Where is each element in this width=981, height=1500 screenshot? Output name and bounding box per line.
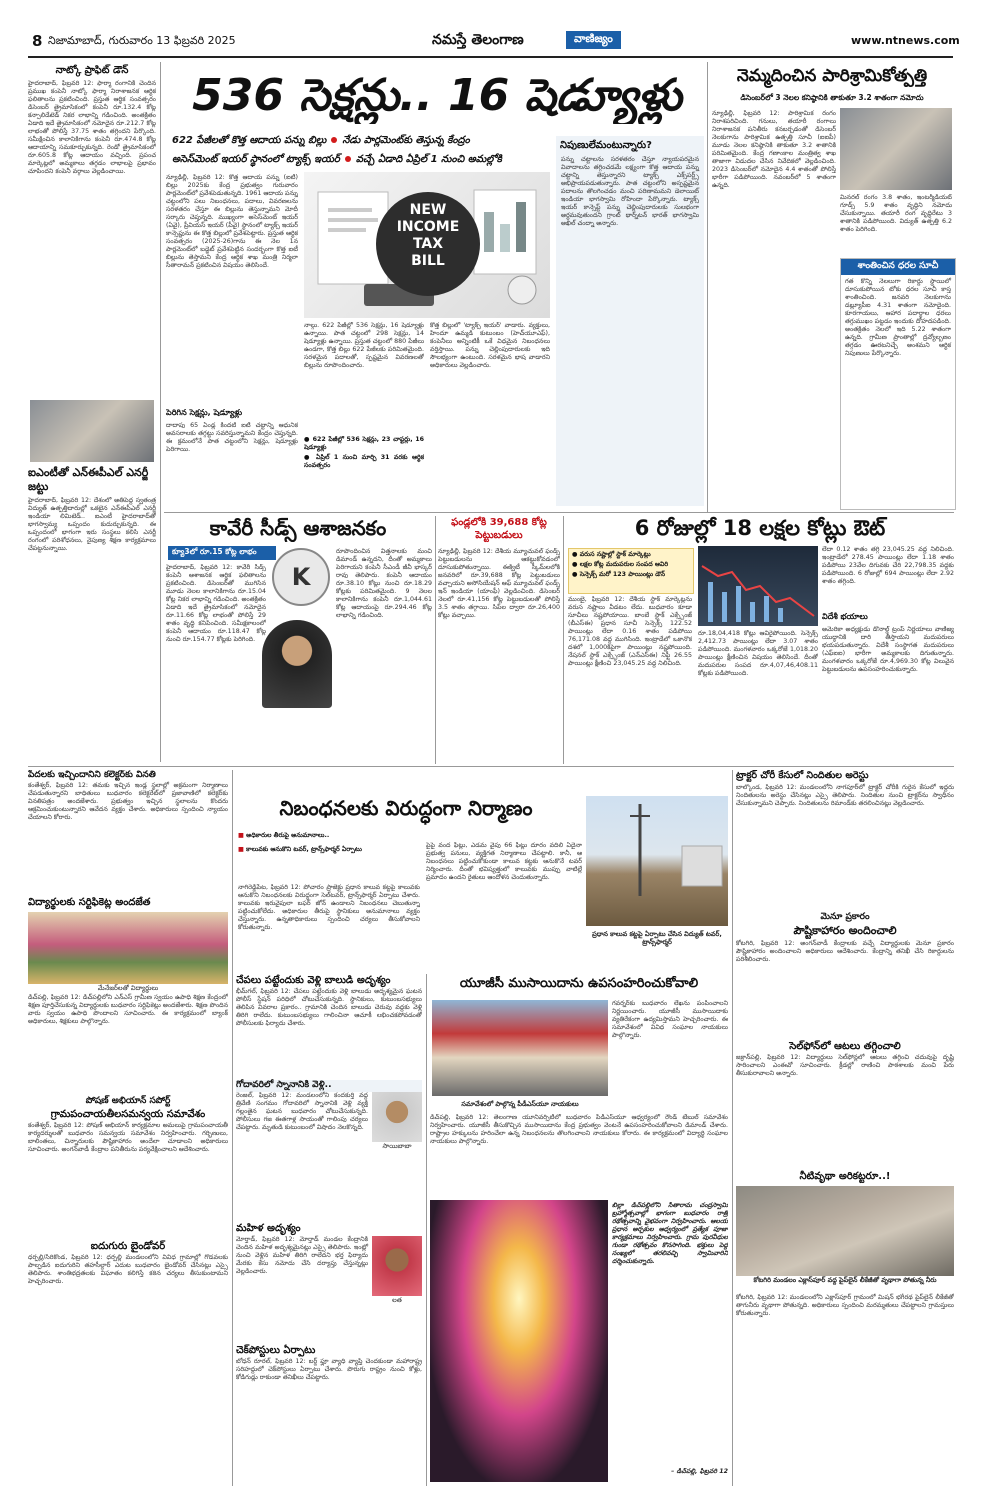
tax-bill-line: INCOME — [396, 219, 460, 235]
iip-col2: మినరల్ రంగం 3.8 శాతం, ఇంటర్మీడియట్ గూడ్స్ 5.9 శాతం వృద్ధిని నమోదు చేసుకున్నాయి. తయారీ రంగ వృద్ధిరేటు 3 శాతానికి పడిపోయింది. విద్యుత్ ఉత్పత్తి 6.2 శాతం పెరిగింది. — [840, 194, 952, 233]
section-tag: వాణిజ్యం — [566, 31, 621, 49]
construction-caption: ప్రధాన కాలువ కట్టపై ఏర్పాటు చేసిన విద్యుత్ టవర్, ట్రాన్స్‌ఫార్మర్ — [592, 930, 722, 946]
col-rule-2 — [707, 62, 708, 512]
tower-illustration — [586, 796, 728, 926]
market-col3: లేదా 0.12 శాతం తగ్గి 23,045.25 వద్ద నిలిచింది. ఇంట్రాడేలో 278.45 పాయింట్లు లేదా 1.18 శాతం పడిపోయి 23వేల దిగువకు చేరి 22,798.35 వద్దకు పడిపోయింది. 6 రోజుల్లో 694 పాయింట్లు లేదా 2.92 శాతం తగ్గింది. — [822, 546, 954, 585]
story-nepl-body: హైదరాబాద్, ఫిబ్రవరి 12: దేశంలో అతిపెద్ద స్వతంత్ర విద్యుత్ ఉత్పత్తిదారుల్లో ఒకటైన ఎన్‌ఈపీఎల్ ఎనర్జీ ఇండియా లిమిటెడ్.. ఐఎంటీ హైదరాబాద్‌తో భాగస్వామ్య ఒప్పందం కుదుర్చుకున్నది. ఈ ఒప్పందంలో భాగంగా ఇరు సంస్థలు కలిసి ఎనర్జీ రంగంలో పరిశోధనలు, నైపుణ్య శిక్షణ కార్యక్రమాలు చేపట్టనున్నాయి. — [28, 497, 156, 552]
story-nepl — [28, 466, 156, 766]
kaveri-bar: క్యూ3లో రూ.15 కోట్ల లాభం — [168, 546, 276, 560]
lr-body-4: కోటగిరి, ఫిబ్రవరి 12: మండలంలోని ఎక్లాస్‌పూర్ గ్రామంలో మిషన్ భగీరథ పైప్‌లైన్ లీకేజీతో తాగునీరు వృథాగా పోతున్నది. అధికారులు స్పందించి మరమ్మతులు చేపట్టాలని గ్రామస్తులు కోరుతున్నారు. — [736, 1294, 954, 1317]
photo-saibaba — [372, 1092, 422, 1142]
construction-headline: నిబంధనలకు విరుద్ధంగా నిర్మాణం — [279, 796, 533, 820]
market-bullet: ● సెన్సెక్స్ మరో 123 పాయింట్లు డౌన్ — [572, 571, 665, 578]
ll-body-1: కంతేశ్వర్, ఫిబ్రవరి 12: తమకు ఇచ్చిన ఇండ్ల స్థలాల్లో అక్రమంగా నిర్మాణాలు చేపడుతున్నారని బాధితులు బుధవారం కలెక్టరేట్‌లో ప్రజావాణిలో కలెక్టర్‌కు వినతిపత్రం అందజేశారు. ప్రభుత్వం ఇచ్చిన స్థలాలను కొందరు ఆక్రమించుకుంటున్నారని ఆవేదన వ్యక్తం చేశారు. అధికారులు స్పందించి న్యాయం చేయాలని కోరారు. — [28, 782, 228, 821]
construction-body2: పైపై వంద ఫీట్లు, ఎడమ వైపు 66 ఫీట్లు దూరం వదిలి ఏదైనా ప్రభుత్వ పనులు, వ్యక్తిగత నిర్మాణాలు చేపట్టాలి. కానీ, ఆ నిబంధనలు పట్టించుకోకుండా కాలువ కట్టకు ఆనుకొనే టవర్ నిర్మించారు. దీంతో భవిష్యత్తులో కాలువకు ముప్పు వాటిల్లే ప్రమాదం ఉందని రైతులు ఆందోళన చెందుతున్నారు. — [426, 842, 582, 881]
market-bullet-text: వరుస నష్టాల్లో స్టాక్ మార్కెట్లు — [579, 551, 651, 558]
lr-caption-4: కోటగిరి మండలం ఎక్లాస్‌పూర్ వద్ద పైప్‌లైన్ లీకేజీతో వృథాగా పోతున్న నీరు — [753, 1276, 937, 1284]
lr-title-2a: మెనూ ప్రకారం — [820, 912, 870, 922]
lm-row-3 — [236, 1236, 422, 1340]
wpi-box-body: గత కొన్ని నెలలుగా రికార్డు స్థాయిలో దూసుకుపోయిన టోకు ధరల సూచీ కాస్త శాంతించింది. జనవరి నెలకుగాను డబ్ల్యూపీఐ 4.31 శాతంగా నమోదైంది. కూరగాయలు, ఆహార పదార్థాల ధరలు తగ్గుముఖం పట్టడం ఇందుకు దోహదపడింది. అంతక్రితం నెలలో ఇది 5.22 శాతంగా ఉన్నది. గ్రామీణ ప్రాంతాల్లో ద్రవ్యోల్బణం తగ్గడం ఊరటనిచ్చే అంశమని ఆర్థిక నిపుణులు పేర్కొన్నారు. — [845, 278, 951, 357]
photo-tower-transformer — [586, 796, 728, 926]
construction-bullet: ■ కాలువకు ఆనుకొని టవర్, ట్రాన్స్‌ఫార్మర్ ఏర్పాటు — [238, 846, 362, 853]
lr-title-2b: పౌష్టికాహారం అందించాలి — [793, 924, 897, 937]
ll-body-3: కంతేశ్వర్, ఫిబ్రవరి 12: పోషణ్ అభియాన్ కార్యక్రమాల అమలుపై గ్రామపంచాయతీ కార్యదర్శులతో బుధవారం సమన్వయ సమావేశం నిర్వహించారు. గర్భిణులు, బాలింతలు, చిన్నారులకు పౌష్టికాహారం అందేలా చూడాలని అధికారులు సూచించారు. అంగన్‌వాడీ కేంద్రాల పనితీరును పర్యవేక్షించాలని ఆదేశించారు. — [28, 1122, 228, 1153]
lm-title-4: చెక్‌పోస్టులు ఏర్పాటు — [236, 1345, 316, 1356]
col-rule-1 — [160, 62, 161, 762]
construction-bullet-text: కాలువకు ఆనుకొని టవర్, ట్రాన్స్‌ఫార్మర్ ఏర్పాటు — [246, 846, 362, 853]
market-headline: 6 రోజుల్లో 18 లక్షల కోట్లు ఔట్ — [634, 516, 886, 540]
lm-body-2: రెంజల్, ఫిబ్రవరి 12: మండలంలోని కందకుర్తి వద్ద త్రివేణి సంగమం గోదావరిలో స్నానానికి వెళ్లి వ్యక్తి గల్లంతైన ఘటన బుధవారం చోటుచేసుకున్నది. పోలీసులు గజ ఈతగాళ్ల సాయంతో గాలింపు చర్యలు చేపట్టారు. మృతుడి కుటుంబంలో విషాదం నెలకొన్నది. — [236, 1092, 368, 1131]
lower-mid — [236, 974, 422, 1484]
ll-body-4: ధర్పల్లి/సిరికొండ, ఫిబ్రవరి 12: ధర్పల్లి మండలంలోని వివిధ గ్రామాల్లో గొడవలకు పాల్పడిన ఐదుగురిని తహసీల్దార్ ఎదుట బుధవారం బైండోవర్ చేసినట్లు ఎస్సై తెలిపారు. శాంతిభద్రతలకు విఘాతం కలిగిస్తే కఠిన చర్యలు తీసుకుంటామని హెచ్చరించారు. — [28, 1254, 228, 1285]
bullet-dot — [331, 137, 337, 143]
lm-row-2 — [236, 1092, 422, 1218]
lead-kicker1b: నేడు పార్లమెంట్‌కు తెస్తున్న కేంద్రం — [342, 135, 470, 146]
funds-body: న్యూఢిల్లీ, ఫిబ్రవరి 12: దేశీయ మ్యూచువల్ ఫండ్స్ పెట్టుబడులను ఆకట్టుకోవడంలో దూసుకుపోతున్నాయి. ఈక్విటీ స్కీమ్‌లలోకి జనవరిలో రూ.39,688 కోట్ల పెట్టుబడులు వచ్చాయని అసోసియేషన్ ఆఫ్ మ్యూచువల్ ఫండ్స్ ఇన్ ఇండియా (యాంఫీ) వెల్లడించింది. డిసెంబర్ నెలలో రూ.41,156 కోట్ల పెట్టుబడులతో పోలిస్తే 3.5 శాతం తగ్గాయి. సిప్‌ల ద్వారా రూ.26,400 కోట్లు వచ్చాయి. — [438, 548, 560, 619]
lead-headline: 536 సెక్షన్లు.. 16 షెడ్యూళ్లు — [192, 70, 682, 121]
construction-bullet-text: అధికారుల తీరుపై అనుమానాలు.. — [246, 832, 330, 839]
lm-body-4: బోధన్ రూరల్, ఫిబ్రవరి 12: బర్డ్ ఫ్లూ వ్యాధి వ్యాప్తి చెందకుండా మహారాష్ట్ర సరిహద్దులో చెక్‌పోస్టులు ఏర్పాటు చేశారు. పొరుగు రాష్ట్రం నుంచి కోళ్లు, కోడిగుడ్లు రాకుండా తనిఖీలు చేపట్టారు. — [236, 1358, 422, 1381]
lr-title-1: ట్రాక్టర్ చోరీ కేసులో నిందితుల అరెస్టు — [736, 770, 869, 781]
festival-credit: – డిచ్‌పల్లి, ఫిబ్రవరి 12 — [671, 1468, 728, 1475]
masthead-rule — [28, 56, 953, 58]
construction-body: నాగిరెడ్డిపేట, ఫిబ్రవరి 12: పోచారం ప్రాజెక్టు ప్రధాన కాలువ కట్టపై కాలువకు ఆనుకొని నిబంధనలకు విరుద్ధంగా సెల్‌టవర్, ట్రాన్స్‌ఫార్మర్ ఏర్పాటు చేశారు. కాలువకు ఇరువైపులా బఫర్ జోన్ ఉండాలని నిబంధనలు చెబుతున్నా పట్టించుకోలేదు. అధికారుల తీరుపై స్థానికులు అనుమానాలు వ్యక్తం చేస్తున్నారు. ఉన్నతాధికారులు స్పందించి చర్యలు తీసుకోవాలని కోరుతున్నారు. — [238, 884, 420, 931]
kaveri-col1: హైదరాబాద్, ఫిబ్రవరి 12: కావేరీ సీడ్స్ కంపెనీ ఆశాజనక ఆర్థిక ఫలితాలను ప్రకటించింది. డిసెంబర్‌తో ముగిసిన మూడు నెలల కాలానికిగాను రూ.15.04 కోట్ల నికర లాభాన్ని గడించింది. అంతక్రితం ఏడాది ఇదే త్రైమాసికంలో నమోదైన రూ.11.66 కోట్ల లాభంతో పోలిస్తే 29 శాతం వృద్ధి కనిపించింది. సమీక్షకాలంలో కంపెనీ ఆదాయం రూ.118.47 కోట్ల నుంచి రూ.154.77 కోట్లకు పెరిగింది. — [166, 564, 266, 643]
ll-title-1: పేదలకు ఇచ్చిందానిని కలెక్టర్‌కు వినతి — [28, 770, 156, 780]
stock-chart-icon — [698, 546, 818, 626]
lm-title-3: మహిళ అదృశ్యం — [236, 1223, 301, 1234]
ugc-body2: గవర్నర్‌కు బుధవారం లేఖను పంపించాలని నిర్ణయించారు. యూజీసీ ముసాయిదాకు వ్యతిరేకంగా ఉద్యమిస్తామని హెచ్చరించారు. ఈ సమావేశంలో వివిధ సంఘాల నాయకులు పాల్గొన్నారు. — [612, 1000, 728, 1039]
col-rule-3 — [435, 516, 436, 764]
market-box-body: అమెరికా అధ్యక్షుడు డొనాల్డ్ ట్రంప్ నిర్ణయాలు వాణిజ్య యుద్ధానికి దారి తీస్తాయని మదుపరులు భయపడుతున్నారు. విదేశీ సంస్థాగత మదుపరులు (ఎఫ్ఐఐ) భారీగా అమ్మకాలకు దిగుతున్నారు. మంగళవారం ఒక్కరోజే రూ.4,969.30 కోట్ల విలువైన పెట్టుబడులను ఉపసంహరించుకున్నారు. — [822, 626, 954, 673]
story-nepl-title: ఐఎంటీతో ఎన్‌ఈపీఎల్ ఎనర్జీ జట్టు — [28, 466, 149, 493]
paper-name: నమస్తే తెలంగాణ — [432, 32, 524, 48]
lead-subhead: పెరిగిన సెక్షన్లు, షెడ్యూళ్లు — [166, 408, 243, 417]
lm-title-1: చేపలు పట్టేందుకు వెళ్లి బాలుడి అదృశ్యం — [236, 975, 391, 986]
wpi-box-title: శాంతించిన ధరల సూచీ — [841, 259, 955, 275]
photo-water-leak — [736, 1186, 954, 1276]
lm-title-2: గోదావరిలో స్నానానికి వెళ్లి.. — [236, 1080, 422, 1092]
market-col2: రూ.18,04,418 కోట్లు ఆవిరైపోయింది. సెన్సెక్స్ 2,412.73 పాయింట్లు లేదా 3.07 శాతం పడిపోయింది. మంగళవారం ఒక్కరోజే 1,018.20 పాయింట్లు క్షీణించిన విషయం తెలిసిందే. దీంతో మదుపరుల సంపద రూ.4,07,46,408.11 కోట్లకు పడిపోయింది. — [698, 630, 818, 677]
ugc-body: డిచ్‌పల్లి, ఫిబ్రవరి 12: తెలంగాణ యూనివర్సిటీలో బుధవారం పీడీఎస్‌యూ ఆధ్వర్యంలో రౌండ్ టేబుల్ సమావేశం నిర్వహించారు. యూజీసీ తీసుకొచ్చిన ముసాయిదాను కేంద్ర ప్రభుత్వం వెంటనే ఉపసంహరించుకోవాలని డిమాండ్ చేశారు. రాష్ట్రాల హక్కులను హరించేలా ఉన్న నిబంధనలను తొలగించాలని నాయకులు కోరారు. ఈ కార్యక్రమంలో విద్యార్థి సంఘాల నాయకులు పాల్గొన్నారు. — [430, 1114, 728, 1145]
bullet-dot — [345, 156, 351, 162]
col-rule-5 — [232, 770, 233, 1486]
ll-title-2: విద్యార్థులకు సర్టిఫికెట్ల అందజేత — [28, 897, 151, 908]
funds-headline: ఫండ్లలోకి 39,688 కోట్ల పెట్టుబడులు — [451, 517, 547, 541]
market-bullets — [568, 548, 694, 594]
market-bullet: ● వరుస నష్టాల్లో స్టాక్ మార్కెట్లు — [572, 551, 651, 558]
photo-pdsu-meeting — [432, 1000, 608, 1096]
lr-body-1: బాల్కొండ, ఫిబ్రవరి 12: మండలంలోని నాగపూర్‌లో ట్రాక్టర్ చోరీకి గురైన కేసులో ఇద్దరు నిందితులను అరెస్టు చేసినట్లు ఎస్సై తెలిపారు. నిందితుల నుంచి ట్రాక్టర్‌ను స్వాధీనం చేసుకున్నామని చెప్పారు. నిందితులను రిమాండ్‌కు తరలించినట్లు వెల్లడించారు. — [736, 784, 954, 807]
ll-title-3b: గ్రామపంచాయతీలసమన్వయ సమావేశం — [50, 1109, 206, 1120]
story-natco-title: నాట్కో ప్రాఫిట్ డౌన్ — [55, 65, 129, 76]
iip-subhead: డిసెంబర్‌లో 3 నెలల కనిష్ఠానికి తాకుతూ 3.2 శాతంగా నమోదు — [740, 93, 924, 102]
kaveri-col2: రూపొందించిన విత్తనాలకు మంచి డిమాండ్ ఉన్నదని, దీంతో అమ్మకాలు పెరిగాయని కంపెనీ సీఎండీ జీవీ భాస్కర్ రావు తెలిపారు. కంపెనీ ఆదాయం రూ.38.10 కోట్లు నుంచి రూ.18.29 కోట్లకు పరిమితమైంది. 9 నెలల కాలానికిగాను కంపెనీ రూ.1,044.61 కోట్ల ఆదాయంపై రూ.294.46 కోట్ల లాభాన్ని గడించింది. — [336, 548, 432, 619]
lead-col1b: దాదాపు 65 ఏండ్ల కిందటి ఐటీ చట్టాన్ని ఆధునిక అవసరాలకు తగ్గట్టు సవరిస్తున్నామని కేంద్రం చెప్తున్నది. ఈ క్రమంలోనే పాత చట్టంలోని సెక్షన్లు, షెడ్యూళ్లు పెరిగాయి. — [166, 422, 298, 453]
construction-bullets — [238, 832, 424, 878]
ll-body-2: డిచ్‌పల్లి, ఫిబ్రవరి 12: డిచ్‌పల్లిలోని ఎన్ఎస్ గ్రామీణ స్వయం ఉపాధి శిక్షణ కేంద్రంలో శిక్షణ పూర్తిచేసుకున్న విద్యార్థులకు బుధవారం సర్టిఫికెట్లు అందజేశారు. శిక్షణ పొందిన వారు స్వయం ఉపాధి పొందాలని సూచించారు. ఈ కార్యక్రమంలో బ్యాంక్ అధికారులు, శిక్షకులు పాల్గొన్నారు. — [28, 994, 228, 1025]
wpi-box — [840, 258, 956, 510]
col-rule-7 — [426, 974, 427, 1486]
lm-caption-3: లత — [392, 1296, 402, 1304]
story-natco — [28, 64, 156, 394]
ugc-caption: సమావేశంలో పాల్గొన్న పీడీఎస్‌యూ నాయకులు — [461, 1100, 579, 1108]
lead-kicker1a: 622 పేజీలతో కొత్త ఆదాయ పన్ను బిల్లు — [172, 135, 327, 146]
market-box-title: విదేశీ భయాలు — [822, 612, 868, 621]
market-col1: ముంబై, ఫిబ్రవరి 12: దేశీయ స్టాక్ మార్కెట్లను వరుస నష్టాలు వీడటం లేదు. బుధవారం కూడా సూచీలు నష్టపోయాయి. బాంబే స్టాక్ ఎక్స్చేంజ్ (బీఎస్‌ఈ) ప్రధాన సూచీ సెన్సెక్స్ 122.52 పాయింట్లు లేదా 0.16 శాతం పడిపోయి 76,171.08 వద్ద ముగిసింది. ఇంట్రాడేలో ఒకానొక దశలో 1,000కిపైగా పాయింట్లు నష్టపోయింది. నేషనల్ స్టాక్ ఎక్స్చేంజ్ (ఎన్‌ఎస్‌ఈ) నిఫ్టీ 26.55 పాయింట్లు క్షీణించి 23,045.25 వద్ద నిలిచింది. — [568, 596, 692, 667]
dateline: నిజామాబాద్, గురువారం 13 ఫిబ్రవరి 2025 — [48, 34, 236, 47]
photo-rathotsavam — [430, 1200, 608, 1482]
lead-point: ● ఏప్రిల్ 1 నుంచి మార్చి 31 వరకు ఆర్థిక సంవత్సరం — [304, 454, 424, 469]
lead-point-text: 622 పేజీల్లో 536 సెక్షన్లు, 23 చాప్టర్లు, 16 షెడ్యూళ్లు — [304, 436, 424, 451]
photo-students-certificates — [28, 912, 228, 984]
expert-sidebar-body: పన్ను చట్టాలను సరళతరం చేస్తూ న్యాయపరమైన వివాదాలను తగ్గించడమే లక్ష్యంగా కొత్త ఆదాయ పన్ను చట్టాన్ని తెస్తున్నారని ట్యాక్స్ ఎక్స్‌పర్ట్స్ అభిప్రాయపడుతున్నారు. పాత చట్టంలోని అస్పష్టమైన పదాలను తొలగించడం మంచి పరిణామమని డెలాయిట్ ఇండియా భాగస్వామి రోహిందా పేర్కొన్నారు. ట్యాక్స్ ఇయర్ కాన్సెప్ట్ పన్ను చెల్లింపుదారులకు సులభంగా అర్థమవుతుందని గ్రాంట్ థార్న్‌టన్ భారత్ భాగస్వామి అఖిల్ చంద్నా అన్నారు. — [561, 156, 699, 227]
section-rule-1 — [164, 512, 954, 513]
page-number: 8 — [32, 32, 43, 50]
lower-left — [28, 770, 228, 1480]
lr-title-3: సెల్‌ఫోన్‌లో ఆటలు తగ్గించాలి — [789, 1041, 901, 1052]
lower-right — [736, 770, 954, 1484]
ugc-headline: యూజీసీ ముసాయిదాను ఉపసంహరించుకోవాలి — [459, 976, 699, 991]
construction-bullet: ■ అధికారుల తీరుపై అనుమానాలు.. — [238, 832, 330, 839]
lm-caption-2: సాయిబాబా — [382, 1142, 412, 1150]
festival-body: బిల్లా డిచ్‌పల్లిలోని సీతారామ చంద్రస్వామి బ్రహ్మోత్సవాల్లో భాగంగా బుధవారం రాత్రి రథోత్సవాన్ని వైభవంగా నిర్వహించారు. ఆలయ ప్రధాన అర్చకుల ఆధ్వర్యంలో ప్రత్యేక పూజా కార్యక్రమాలు నిర్వహించారు. గ్రామ పురవీధుల గుండా రథోత్సవం కొనసాగింది. భక్తులు పెద్ద సంఖ్యలో తరలివచ్చి స్వామివారిని దర్శించుకున్నారు. — [612, 1202, 728, 1265]
section-rule-2 — [28, 766, 954, 767]
lead-col3: కొత్త బిల్లులో 'ట్యాక్స్ ఇయర్' వాడారు. వ్యక్తులు, హిందూ ఉమ్మడి కుటుంబం (హెచ్‌యూఎఫ్), కంపెనీలు అన్నింటికీ ఒకే విధమైన నిబంధనలు వర్తిస్తాయి. పన్ను చెల్లింపుదారులకు ఇది సౌలభ్యంగా ఉంటుంది. సరళమైన భాష వాడారని అధికారులు వెల్లడించారు. — [430, 322, 550, 369]
col-rule-6 — [732, 770, 733, 1486]
lm-photo-3-wrap — [372, 1236, 422, 1340]
tax-bill-graphic — [304, 172, 550, 318]
kaveri-headline: కావేరీ సీడ్స్ ఆశాజనకం — [209, 516, 387, 540]
expert-sidebar-title: నిపుణులేమంటున్నారు? — [560, 140, 652, 151]
expert-sidebar — [556, 136, 704, 506]
website: www.ntnews.com — [851, 34, 960, 47]
lead-point-text: ఏప్రిల్ 1 నుంచి మార్చి 31 వరకు ఆర్థిక సంవత్సరం — [304, 454, 424, 469]
market-bullet: ● లక్షల కోట్ల మదుపరుల సంపద ఆవిరి — [572, 561, 669, 568]
iip-col1: న్యూఢిల్లీ, ఫిబ్రవరి 12: పారిశ్రామిక రంగం నిరాశపరిచింది. గనులు, తయారీ రంగాలు నిరాశాజనక పనితీరు కనబర్చడంతో డిసెంబర్ నెలకుగాను పారిశ్రామిక ఉత్పత్తి సూచీ (ఐఐపీ) మూడు నెలల కనిష్ఠానికి తాకుతూ 3.2 శాతానికి పరిమితమైంది. కేంద్ర గణాంకాల మంత్రిత్వ శాఖ తాజాగా విడుదల చేసిన నివేదికలో వెల్లడించింది. 2023 డిసెంబర్‌లో నమోదైన 4.4 శాతంతో పోలిస్తే భారీగా పడిపోయింది. నవంబర్‌లో 5 శాతంగా ఉన్నది. — [712, 110, 836, 189]
tax-bill-badge-text — [376, 202, 480, 288]
story-natco-body: హైదరాబాద్, ఫిబ్రవరి 12: ఫార్మా రంగానికి చెందిన ప్రముఖ కంపెనీ నాట్కో ఫార్మా నిరాశాజనక ఆర్థిక ఫలితాలను ప్రకటించింది. ప్రస్తుత ఆర్థిక సంవత్సరం డిసెంబర్ త్రైమాసికంలో కంపెనీ రూ.132.4 కోట్ల కన్సాలిడేటెడ్ నికర లాభాన్ని గడించింది. అంతక్రితం ఏడాది ఇదే త్రైమాసికంలో నమోదైన రూ.212.7 కోట్ల లాభంతో పోలిస్తే 37.75 శాతం తగ్గిందని పేర్కొంది. సమీక్షించిన కాలానికిగాను కంపెనీ రూ.474.8 కోట్ల ఆదాయాన్ని సమకూర్చుకున్నది. రెండో త్రైమాసికంలో రూ.605.8 కోట్ల ఆదాయం వచ్చింది. ప్రపంచ మార్కెట్లలో అమ్మకాలు తగ్గడం లాభాలపై ప్రభావం చూపిందని కంపెనీ వర్గాలు వెల్లడించాయి. — [28, 80, 156, 175]
photo-energy-plant — [30, 400, 154, 462]
lr-body-2: కోటగిరి, ఫిబ్రవరి 12: అంగన్‌వాడీ కేంద్రాలకు వచ్చే విద్యార్థులకు మెనూ ప్రకారం పౌష్టికాహారం అందించాలని అధికారులు ఆదేశించారు. కేంద్రాన్ని తనిఖీ చేసి రికార్డులను పరిశీలించారు. — [736, 940, 954, 963]
photo-factory — [840, 108, 952, 190]
col-rule-4 — [563, 516, 564, 764]
photo-stock-chart — [698, 546, 818, 626]
iip-headline: నెమ్మదించిన పారిశ్రామికోత్పత్తి — [736, 66, 928, 86]
photo-kaveri-cmd — [262, 620, 332, 708]
lead-kicker2b: వచ్చే ఏడాది ఏప్రిల్ 1 నుంచి అమల్లోకి — [355, 154, 502, 165]
tax-bill-line: NEW — [409, 202, 447, 218]
tax-bill-line: BILL — [411, 253, 445, 269]
lead-kicker2a: అసెస్‌మెంట్ ఇయర్ స్థానంలో ట్యాక్స్ ఇయర్ — [172, 154, 340, 165]
lr-title-4: నీటివృథా అరికట్టరూ..! — [799, 1171, 891, 1182]
lr-body-3: జక్రాన్‌పల్లి, ఫిబ్రవరి 12: విద్యార్థులు సెల్‌ఫోన్లలో ఆటలు తగ్గించి చదువుపై దృష్టి సారించాలని ఎంఈవో సూచించారు. క్రీడల్లో రాణించి పాఠశాలకు మంచి పేరు తీసుకురావాలని అన్నారు. — [736, 1054, 954, 1077]
tax-bill-line: TAX — [412, 236, 444, 252]
lm-photo-2-wrap — [372, 1092, 422, 1218]
lead-points — [304, 436, 424, 506]
ll-title-3a: పోషణ్ అభియాన్ సపోర్ట్ — [85, 1096, 171, 1106]
lead-col1: న్యూఢిల్లీ, ఫిబ్రవరి 12: కొత్త ఆదాయ పన్ను (ఐటీ) బిల్లు 2025కు కేంద్ర ప్రభుత్వం గురువారం పార్లమెంట్‌లో ప్రవేశపెడుతున్నది. 1961 ఆదాయ పన్ను చట్టంలోని పలు నిబంధనలు, పదాలు, వివరణలను సరళతరం చేస్తూ ఈ బిల్లును తెస్తున్నామని మోదీ సర్కారు చెప్తున్నది. ముఖ్యంగా అసెస్‌మెంట్ ఇయర్ (ఏవై), ప్రీవియస్ ఇయర్ (పీవై) స్థానంలో ట్యాక్స్ ఇయర్ కాన్సెప్టును ఈ కొత్త బిల్లులో ప్రవేశపెట్టారు. ప్రస్తుత ఆర్థిక సంవత్సరం (2025-26)గాను ఈ నెల 1న పార్లమెంట్‌లో బడ్జెట్ ప్రవేశపెట్టిన సందర్భంగా కొత్త ఐటీ బిల్లును తెస్తామని కేంద్ర ఆర్థిక శాఖ మంత్రి నిర్మలా సీతారామన్ ప్రకటించిన విషయం తెలిసిందే. — [166, 174, 298, 269]
lead-point: ● 622 పేజీల్లో 536 సెక్షన్లు, 23 చాప్టర్లు, 16 షెడ్యూళ్లు — [304, 436, 424, 451]
ll-caption-2: మేనేజర్‌లతో విద్యార్థులు — [97, 984, 159, 992]
ll-title-4: ఐదుగురు బైండోవర్ — [90, 1241, 166, 1252]
lm-body-3: మోర్తాడ్, ఫిబ్రవరి 12: మోర్తాడ్ మండల కేంద్రానికి చెందిన మహిళ అదృశ్యమైనట్లు ఎస్సై తెలిపారు. ఇంట్లో నుంచి వెళ్లిన మహిళ తిరిగి రాలేదని భర్త ఫిర్యాదు మేరకు కేసు నమోదు చేసి దర్యాప్తు చేస్తున్నట్లు వెల్లడించారు. — [236, 1236, 368, 1275]
photo-latha — [372, 1236, 422, 1296]
lead-col2: నాల్గు. 622 పేజీల్లో 536 సెక్షన్లు, 16 షెడ్యూళ్లు ఉన్నాయి. పాత చట్టంలో 298 సెక్షన్లు, 14 షెడ్యూళ్లు ఉన్నాయి. ప్రస్తుత చట్టంలో 880 పేజీలు ఉండగా, కొత్త బిల్లు 622 పేజీలకు పరిమితమైంది. సరళమైన పదాలతో, స్పష్టమైన వివరణలతో బిల్లును రూపొందించారు. — [304, 322, 424, 369]
kaveri-logo: K — [272, 548, 330, 606]
market-bullet-text: సెన్సెక్స్ మరో 123 పాయింట్లు డౌన్ — [579, 571, 665, 578]
masthead — [0, 28, 981, 54]
lm-body-1: భీమ్‌గల్, ఫిబ్రవరి 12: చేపలు పట్టేందుకు వెళ్లి బాలుడు అదృశ్యమైన ఘటన పోలీస్ స్టేషన్ పరిధిలో చోటుచేసుకున్నది. స్థానికులు, కుటుంబసభ్యులు తెలిపిన వివరాల ప్రకారం.. గ్రామానికి చెందిన బాలుడు చెరువు వద్దకు వెళ్లి తిరిగి రాలేదు. కుటుంబసభ్యులు గాలించినా ఆచూకీ లభించకపోవడంతో పోలీసులకు ఫిర్యాదు చేశారు. — [236, 988, 422, 1027]
market-bullet-text: లక్షల కోట్ల మదుపరుల సంపద ఆవిరి — [579, 561, 669, 568]
